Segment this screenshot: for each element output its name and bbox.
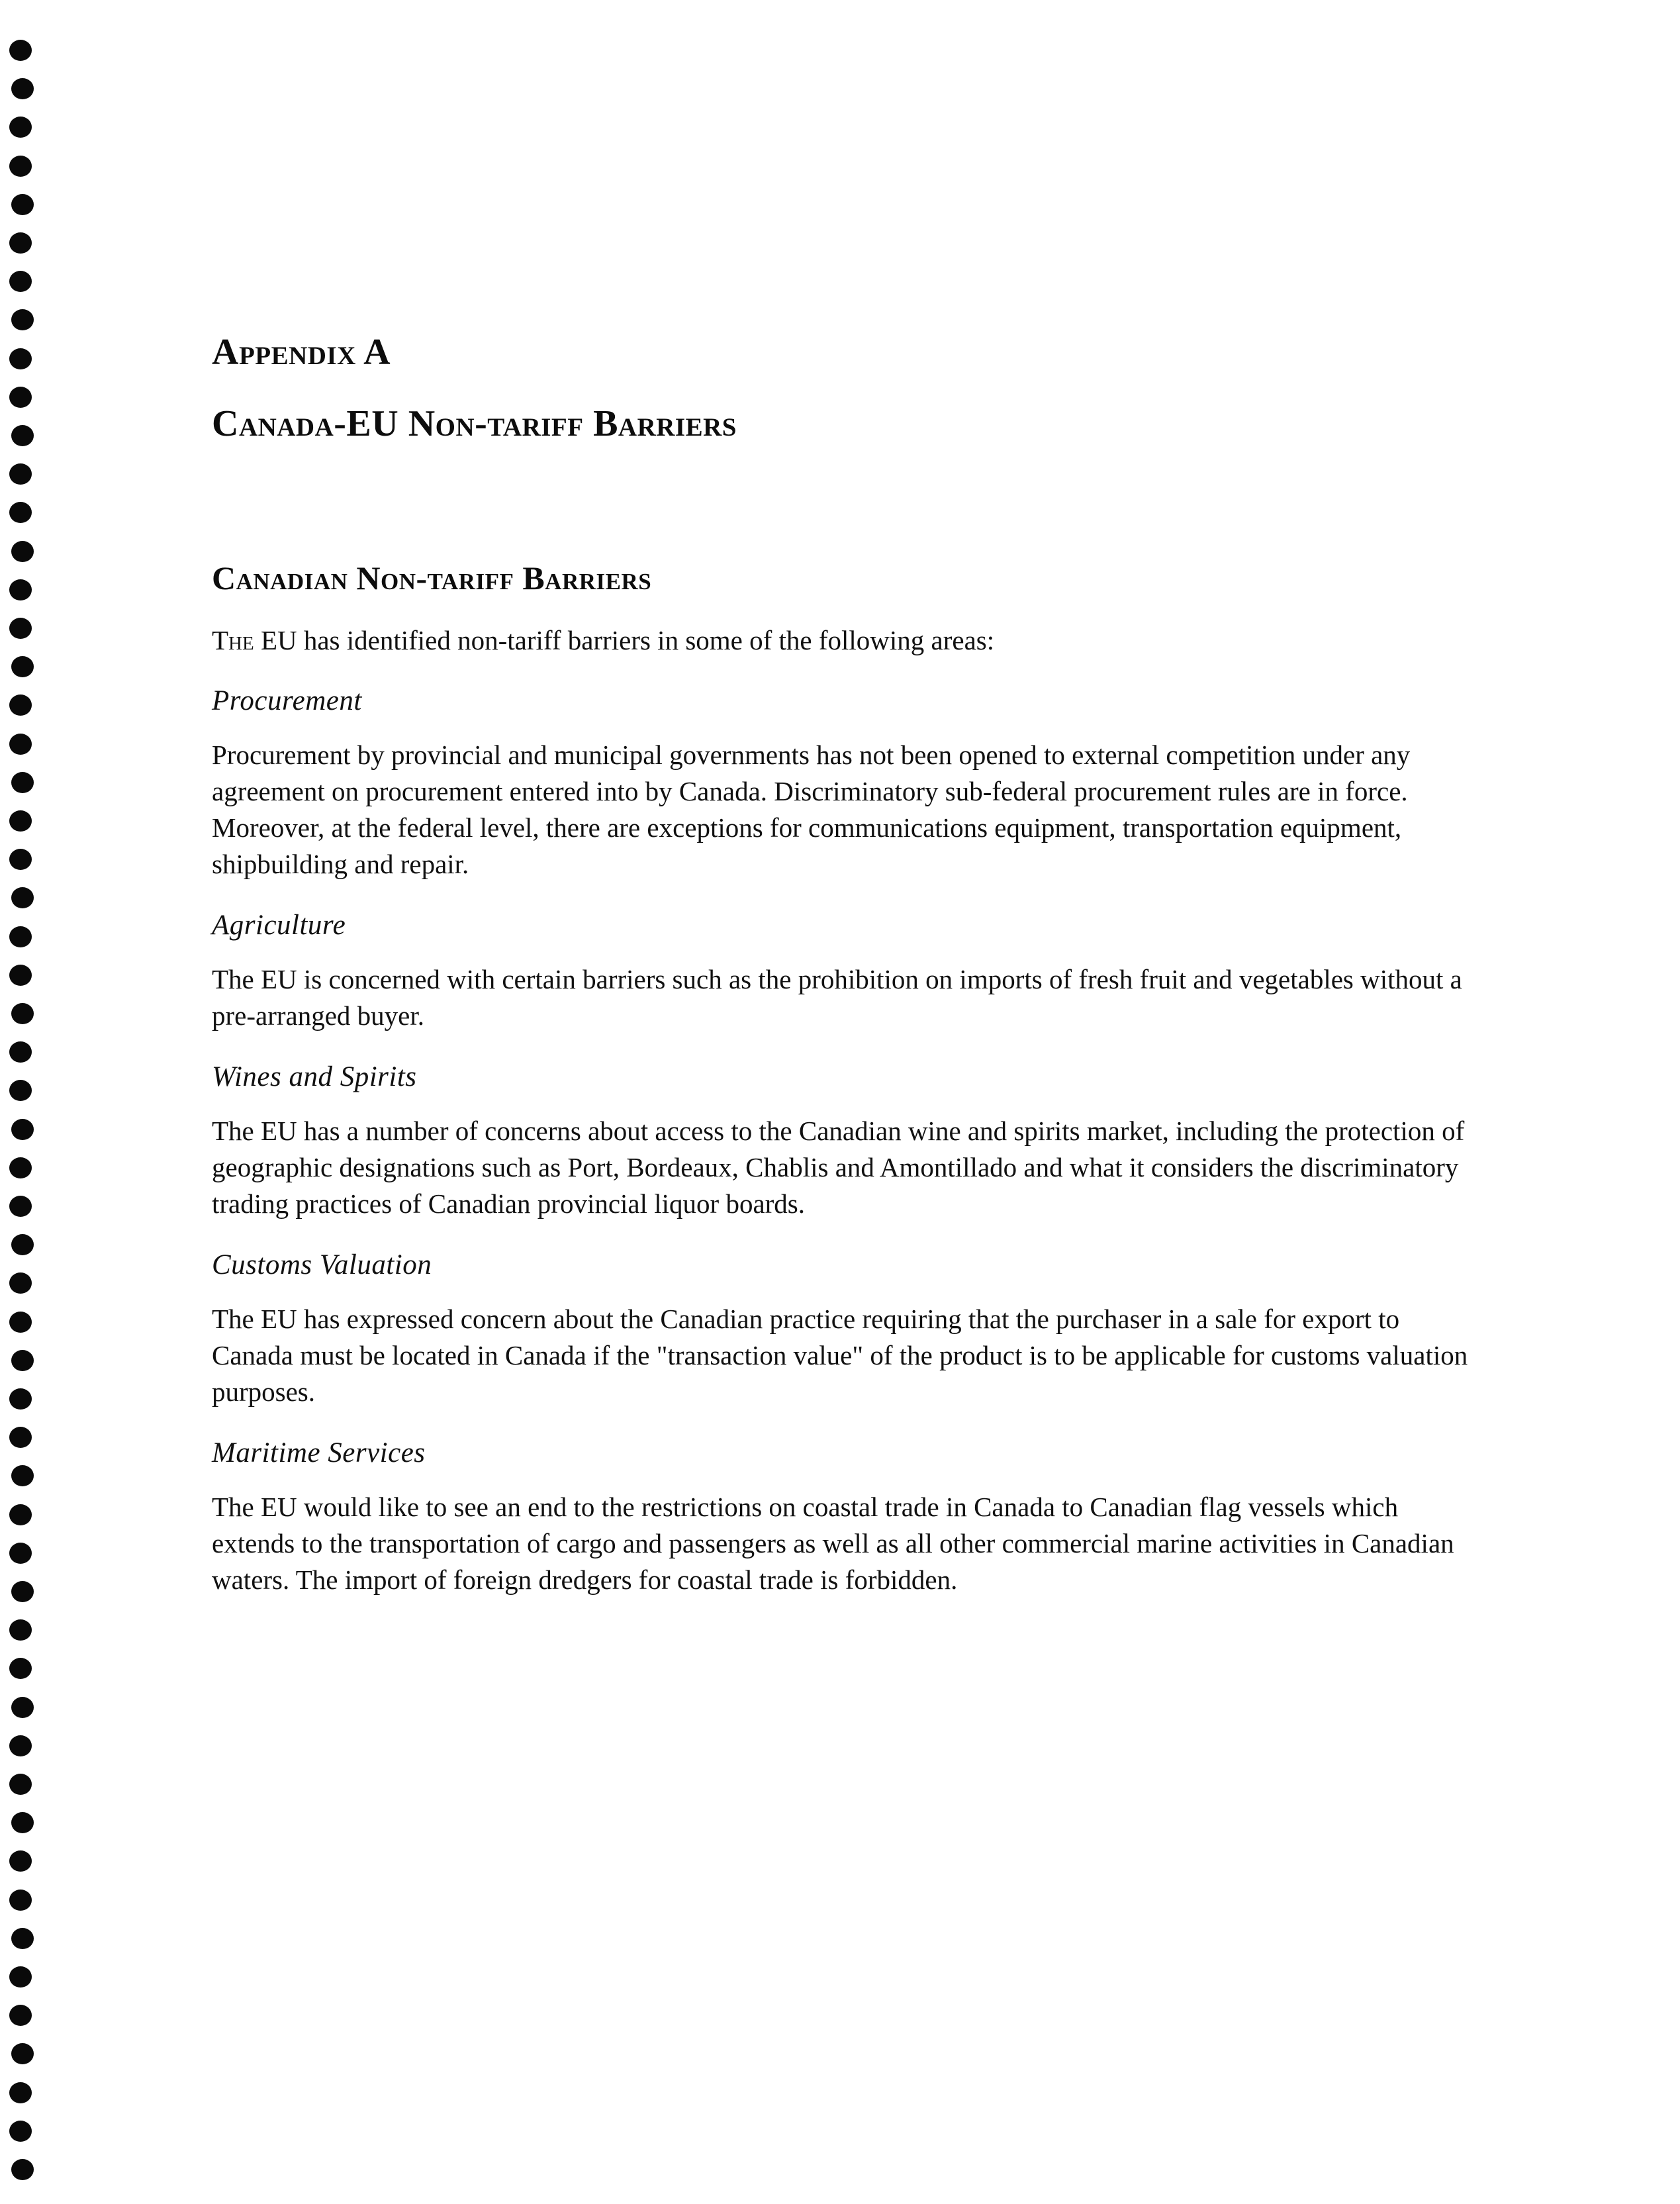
binding-hole bbox=[9, 1504, 32, 1525]
subsection-body: The EU would like to see an end to the restrictions on coastal trade in Canada to Canadian flag vessels which extends to the transportation of cargo and passengers as well as all other commercial marine activities in Canadian waters. The import of foreign dredgers for coastal trade is forbidden. bbox=[212, 1492, 1454, 1595]
subsection-customs-valuation bbox=[212, 1249, 1509, 1410]
binding-hole bbox=[11, 541, 34, 562]
binding-hole bbox=[9, 463, 32, 485]
binding-hole bbox=[9, 618, 32, 639]
binding-hole bbox=[9, 695, 32, 716]
binding-hole bbox=[9, 579, 32, 600]
binding-hole bbox=[9, 810, 32, 832]
binding-hole bbox=[11, 309, 34, 330]
subsection-wines-and-spirits bbox=[212, 1061, 1509, 1222]
subsection-body: The EU has a number of concerns about access to the Canadian wine and spirits market, including the protection of geographic designations such as Port, Bordeaux, Chablis and Amontillado and what it considers the discriminatory trading practices of Canadian provincial liquor boards. bbox=[212, 1116, 1465, 1219]
document-page bbox=[212, 316, 1509, 1598]
subsection-procurement bbox=[212, 685, 1509, 883]
intro-text: EU has identified non-tariff barriers in some of the following areas: bbox=[254, 625, 995, 655]
subsection-body: The EU has expressed concern about the Canadian practice requiring that the purchaser in a sale for export to Canada must be located in Canada if the "transaction value" of the product is to be applicable for customs valuation purposes. bbox=[212, 1304, 1468, 1407]
binding-hole bbox=[9, 271, 32, 292]
binding-hole bbox=[11, 1581, 34, 1602]
binding-hole bbox=[11, 772, 34, 793]
binding-hole bbox=[9, 1427, 32, 1448]
binding-hole bbox=[9, 1543, 32, 1564]
subsection-heading: Agriculture bbox=[212, 910, 346, 941]
binding-hole bbox=[9, 1272, 32, 1294]
appendix-title-line-1: Appendix A bbox=[212, 332, 391, 373]
appendix-title-line-2: Canada-EU Non-tariff Barriers bbox=[212, 403, 737, 444]
binding-hole bbox=[9, 156, 32, 177]
binding-hole bbox=[9, 1312, 32, 1333]
binding-hole bbox=[9, 734, 32, 755]
binding-hole bbox=[11, 1350, 34, 1371]
spiral-binding bbox=[0, 0, 46, 2204]
binding-hole bbox=[11, 78, 34, 99]
subsection-heading: Maritime Services bbox=[212, 1437, 426, 1468]
binding-hole bbox=[9, 1890, 32, 1911]
binding-hole bbox=[11, 425, 34, 446]
binding-hole bbox=[9, 387, 32, 408]
binding-hole bbox=[9, 2121, 32, 2142]
binding-hole bbox=[9, 1735, 32, 1756]
binding-hole bbox=[9, 965, 32, 986]
binding-hole bbox=[11, 887, 34, 908]
binding-hole bbox=[9, 1157, 32, 1178]
binding-hole bbox=[11, 1234, 34, 1255]
binding-hole bbox=[11, 2043, 34, 2064]
binding-hole bbox=[9, 926, 32, 947]
binding-hole bbox=[11, 1812, 34, 1833]
binding-hole bbox=[11, 2159, 34, 2180]
binding-hole bbox=[9, 40, 32, 61]
binding-hole bbox=[9, 2005, 32, 2026]
binding-hole bbox=[9, 849, 32, 870]
appendix-title bbox=[212, 316, 1509, 459]
subsection-heading: Customs Valuation bbox=[212, 1249, 432, 1280]
binding-hole bbox=[9, 117, 32, 138]
section-intro bbox=[212, 622, 1509, 658]
binding-hole bbox=[11, 1465, 34, 1486]
binding-hole bbox=[9, 502, 32, 523]
binding-hole bbox=[9, 1041, 32, 1063]
binding-hole bbox=[11, 194, 34, 215]
binding-hole bbox=[9, 1619, 32, 1641]
subsection-body: Procurement by provincial and municipal governments has not been opened to external competition under any agreement on procurement entered into by Canada. Discriminatory sub-federal procurement rules are in force. Moreover, at the federal level, there are exceptions for communications equipment, transportation equipment, shipbuilding and repair. bbox=[212, 740, 1411, 879]
subsection-agriculture bbox=[212, 909, 1509, 1034]
binding-hole bbox=[11, 1928, 34, 1949]
binding-hole bbox=[11, 1003, 34, 1024]
binding-hole bbox=[9, 2082, 32, 2103]
binding-hole bbox=[11, 1697, 34, 1718]
subsection-body: The EU is concerned with certain barriers such as the prohibition on imports of fresh fruit and vegetables without a pre-arranged buyer. bbox=[212, 964, 1462, 1031]
subsection-maritime-services bbox=[212, 1437, 1509, 1598]
binding-hole bbox=[9, 232, 32, 254]
binding-hole bbox=[11, 656, 34, 677]
binding-hole bbox=[9, 1658, 32, 1679]
binding-hole bbox=[9, 348, 32, 369]
intro-lead: The bbox=[212, 625, 254, 655]
section-heading: Canadian Non-tariff Barriers bbox=[212, 559, 652, 597]
binding-hole bbox=[9, 1196, 32, 1217]
binding-hole bbox=[9, 1774, 32, 1795]
binding-hole bbox=[9, 1388, 32, 1410]
subsection-heading: Wines and Spirits bbox=[212, 1061, 417, 1092]
binding-hole bbox=[9, 1966, 32, 1988]
binding-hole bbox=[9, 1850, 32, 1872]
binding-hole bbox=[9, 1080, 32, 1101]
subsection-heading: Procurement bbox=[212, 685, 362, 716]
binding-hole bbox=[11, 1119, 34, 1140]
